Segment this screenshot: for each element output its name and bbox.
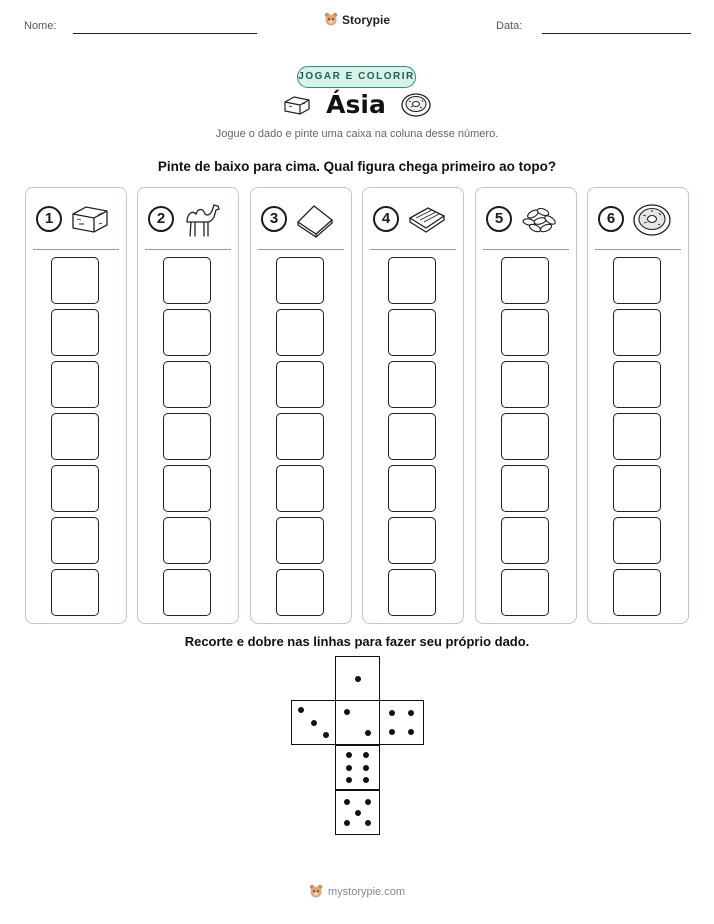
dice-pip [365, 820, 371, 826]
column-5 [475, 187, 577, 624]
donut-icon [400, 92, 432, 118]
donut-icon [631, 200, 673, 238]
color-box[interactable] [388, 569, 436, 616]
color-box[interactable] [613, 309, 661, 356]
dice-pip [389, 729, 395, 735]
divider [258, 249, 344, 250]
folded-cloth-icon [294, 200, 336, 238]
column-1 [25, 187, 127, 624]
ice-block-icon [69, 200, 111, 238]
color-box[interactable] [276, 257, 324, 304]
seeds-icon [519, 200, 561, 238]
dice-pip [365, 799, 371, 805]
color-box[interactable] [501, 257, 549, 304]
color-box[interactable] [613, 517, 661, 564]
date-line[interactable] [542, 33, 691, 34]
dice-face-1 [335, 656, 380, 701]
dice-pip [323, 732, 329, 738]
column-number: 1 [36, 206, 62, 232]
color-box[interactable] [163, 517, 211, 564]
dice-face-4 [379, 700, 424, 745]
color-box[interactable] [51, 257, 99, 304]
color-box[interactable] [388, 361, 436, 408]
color-box[interactable] [276, 309, 324, 356]
dice-face-2 [335, 700, 380, 745]
ice-block-icon [282, 94, 312, 116]
color-box[interactable] [163, 361, 211, 408]
dice-pip [363, 752, 369, 758]
divider [33, 249, 119, 250]
color-box[interactable] [388, 465, 436, 512]
dice-pip [408, 729, 414, 735]
color-box[interactable] [163, 569, 211, 616]
color-box[interactable] [51, 309, 99, 356]
color-box[interactable] [613, 361, 661, 408]
color-box[interactable] [276, 465, 324, 512]
dice-pip [346, 752, 352, 758]
dice-pip [363, 765, 369, 771]
color-box[interactable] [276, 517, 324, 564]
page-title: Ásia [326, 90, 386, 119]
color-box[interactable] [388, 257, 436, 304]
divider [483, 249, 569, 250]
column-number: 2 [148, 206, 174, 232]
name-line[interactable] [73, 33, 257, 34]
camel-icon [181, 200, 223, 238]
dice-pip [355, 810, 361, 816]
color-box[interactable] [388, 309, 436, 356]
date-label: Data: [496, 20, 523, 32]
color-box[interactable] [276, 361, 324, 408]
dice-pip [344, 820, 350, 826]
color-box[interactable] [163, 413, 211, 460]
divider [145, 249, 231, 250]
footer [0, 884, 714, 900]
column-3 [250, 187, 352, 624]
dice-pip [346, 765, 352, 771]
dice-pip [311, 720, 317, 726]
dice-pip [298, 707, 304, 713]
color-box[interactable] [51, 361, 99, 408]
instruction: Pinte de baixo para cima. Qual figura chega primeiro ao topo? [157, 159, 557, 174]
color-box[interactable] [51, 465, 99, 512]
color-box[interactable] [613, 465, 661, 512]
color-box[interactable] [613, 569, 661, 616]
bear-icon [324, 12, 338, 28]
color-box[interactable] [501, 361, 549, 408]
column-4 [362, 187, 464, 624]
silk-scarf-icon [406, 200, 448, 238]
dice-pip [344, 799, 350, 805]
divider [370, 249, 456, 250]
brand-logo [0, 12, 714, 28]
cut-instruction: Recorte e dobre nas linhas para fazer seu próprio dado. [184, 634, 530, 649]
color-box[interactable] [501, 517, 549, 564]
color-box[interactable] [613, 413, 661, 460]
color-box[interactable] [163, 257, 211, 304]
color-box[interactable] [51, 413, 99, 460]
column-6 [587, 187, 689, 624]
dice-pip [346, 777, 352, 783]
color-box[interactable] [501, 309, 549, 356]
dice-face-3 [291, 700, 336, 745]
bear-icon [309, 884, 323, 900]
dice-pip [363, 777, 369, 783]
column-number: 3 [261, 206, 287, 232]
dice-pip [355, 676, 361, 682]
column-number: 6 [598, 206, 624, 232]
dice-face-5 [335, 790, 380, 835]
footer-url: mystorypie.com [327, 886, 406, 898]
dice-pip [344, 709, 350, 715]
color-box[interactable] [51, 517, 99, 564]
brand-name: Storypie [341, 13, 390, 27]
dice-pip [408, 710, 414, 716]
column-number: 5 [486, 206, 512, 232]
dice-pip [365, 730, 371, 736]
color-box[interactable] [501, 569, 549, 616]
color-box[interactable] [501, 465, 549, 512]
name-label: Nome: [24, 20, 57, 32]
subtitle: Jogue o dado e pinte uma caixa na coluna desse número. [215, 128, 499, 140]
color-box[interactable] [276, 569, 324, 616]
column-2 [137, 187, 239, 624]
color-box[interactable] [613, 257, 661, 304]
activity-badge: JOGAR E COLORIR [297, 66, 416, 88]
dice-face-6 [335, 745, 380, 790]
color-box[interactable] [501, 413, 549, 460]
color-box[interactable] [388, 413, 436, 460]
divider [595, 249, 681, 250]
column-number: 4 [373, 206, 399, 232]
color-box[interactable] [51, 569, 99, 616]
color-box[interactable] [276, 413, 324, 460]
color-box[interactable] [163, 465, 211, 512]
color-box[interactable] [388, 517, 436, 564]
dice-pip [389, 710, 395, 716]
color-box[interactable] [163, 309, 211, 356]
